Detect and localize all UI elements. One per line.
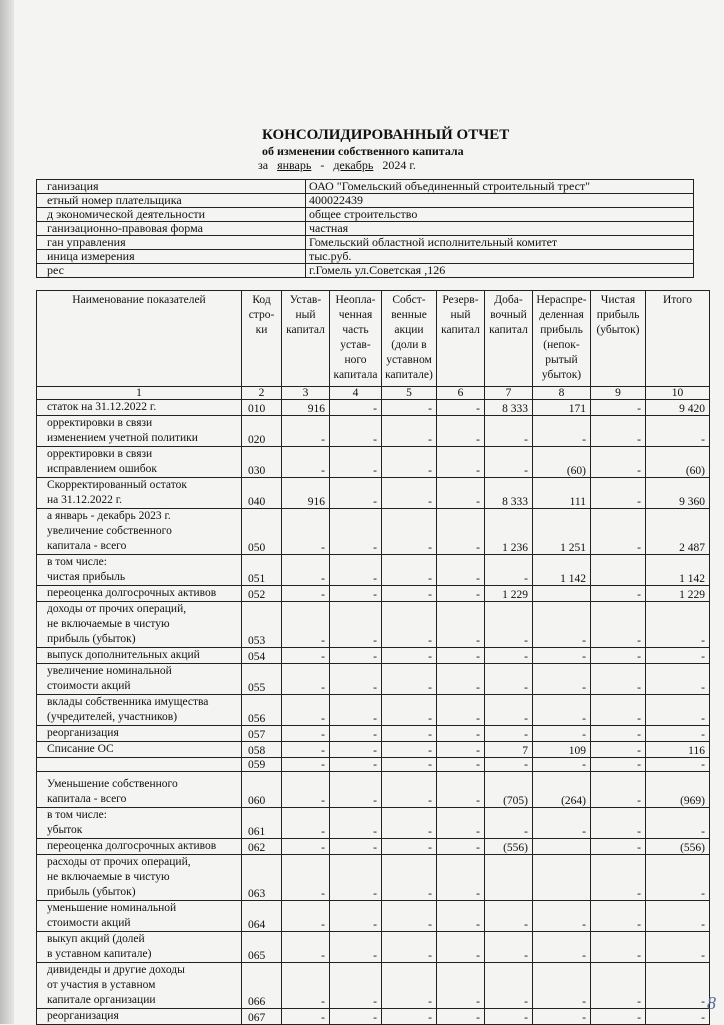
cell-c6: - xyxy=(437,602,485,648)
cell-c7: (705) xyxy=(485,772,533,808)
cell-c8: - xyxy=(533,602,591,648)
cell-c9: - xyxy=(591,602,646,648)
column-header-row xyxy=(37,291,710,387)
cell-c9: - xyxy=(591,772,646,808)
cell-c3: - xyxy=(282,1009,330,1025)
cell-c6: - xyxy=(437,901,485,932)
cell-c10: - xyxy=(646,416,710,447)
period-from: январь xyxy=(277,158,312,172)
table-row xyxy=(37,1009,710,1025)
cell-c7: 7 xyxy=(485,742,533,758)
cell-c3: - xyxy=(282,772,330,808)
column-header: Итого xyxy=(646,291,710,387)
cell-c3: - xyxy=(282,555,330,586)
cell-c8: (264) xyxy=(533,772,591,808)
cell-c10: 1 229 xyxy=(646,586,710,602)
cell-c9: - xyxy=(591,758,646,772)
row-code: 061 xyxy=(242,808,282,839)
table-row xyxy=(37,555,710,586)
table-row xyxy=(37,932,710,963)
row-code: 040 xyxy=(242,478,282,509)
info-value: Гомельский областной исполнительный комитет xyxy=(306,236,694,250)
cell-c9: - xyxy=(591,839,646,855)
column-header: Чистая прибыль (убыток) xyxy=(591,291,646,387)
info-row xyxy=(37,180,694,194)
column-number: 8 xyxy=(533,387,591,400)
table-row xyxy=(37,839,710,855)
info-label: етный номер плательщика xyxy=(37,194,306,208)
cell-c6: - xyxy=(437,808,485,839)
cell-c4: - xyxy=(330,726,382,742)
info-value: общее строительство xyxy=(306,208,694,222)
cell-c4: - xyxy=(330,963,382,1009)
cell-c9: - xyxy=(591,416,646,447)
cell-c9: - xyxy=(591,400,646,416)
cell-c3: - xyxy=(282,509,330,555)
info-row xyxy=(37,222,694,236)
row-code: 062 xyxy=(242,839,282,855)
period-prefix: за xyxy=(258,158,269,172)
row-code: 057 xyxy=(242,726,282,742)
table-row xyxy=(37,478,710,509)
cell-c8 xyxy=(533,839,591,855)
cell-c5: - xyxy=(382,932,437,963)
table-row xyxy=(37,901,710,932)
row-label: вклады собственника имущества (учредителей, участников) xyxy=(37,695,242,726)
cell-c9: - xyxy=(591,447,646,478)
cell-c10: - xyxy=(646,664,710,695)
cell-c4: - xyxy=(330,742,382,758)
cell-c10: - xyxy=(646,602,710,648)
cell-c4: - xyxy=(330,509,382,555)
cell-c6: - xyxy=(437,509,485,555)
cell-c9: - xyxy=(591,742,646,758)
cell-c8: 1 142 xyxy=(533,555,591,586)
info-label: д экономической деятельности xyxy=(37,208,306,222)
cell-c4: - xyxy=(330,400,382,416)
cell-c10: - xyxy=(646,1009,710,1025)
cell-c10: - xyxy=(646,808,710,839)
cell-c10: 116 xyxy=(646,742,710,758)
cell-c5: - xyxy=(382,602,437,648)
table-row xyxy=(37,758,710,772)
cell-c6: - xyxy=(437,1009,485,1025)
column-header: Нераспре- деленная прибыль (непок- рытый убыток) xyxy=(533,291,591,387)
cell-c10: - xyxy=(646,963,710,1009)
cell-c8: - xyxy=(533,664,591,695)
row-code: 060 xyxy=(242,772,282,808)
cell-c4: - xyxy=(330,808,382,839)
cell-c5: - xyxy=(382,416,437,447)
cell-c8: - xyxy=(533,695,591,726)
cell-c6: - xyxy=(437,664,485,695)
cell-c3: - xyxy=(282,758,330,772)
report-subtitle: об изменении собственного капитала xyxy=(262,144,464,158)
cell-c3: - xyxy=(282,695,330,726)
cell-c5: - xyxy=(382,808,437,839)
table-row xyxy=(37,808,710,839)
cell-c7: - xyxy=(485,963,533,1009)
row-code: 058 xyxy=(242,742,282,758)
cell-c8: - xyxy=(533,1009,591,1025)
period-dash: - xyxy=(320,158,325,172)
row-label: Уменьшение собственного капитала - всего xyxy=(37,772,242,808)
cell-c5: - xyxy=(382,772,437,808)
cell-c9: - xyxy=(591,963,646,1009)
cell-c6: - xyxy=(437,855,485,901)
cell-c3: 916 xyxy=(282,400,330,416)
row-code: 067 xyxy=(242,1009,282,1025)
cell-c10: 1 142 xyxy=(646,555,710,586)
cell-c5: - xyxy=(382,855,437,901)
cell-c10: 9 420 xyxy=(646,400,710,416)
cell-c3: - xyxy=(282,447,330,478)
column-number: 3 xyxy=(282,387,330,400)
cell-c8: (60) xyxy=(533,447,591,478)
cell-c6: - xyxy=(437,555,485,586)
cell-c8: - xyxy=(533,808,591,839)
column-number: 5 xyxy=(382,387,437,400)
cell-c7: - xyxy=(485,758,533,772)
column-number-row xyxy=(37,387,710,400)
cell-c8: - xyxy=(533,416,591,447)
row-code: 066 xyxy=(242,963,282,1009)
cell-c8 xyxy=(533,855,591,901)
table-row xyxy=(37,742,710,758)
page-number-mark: 8 xyxy=(707,993,716,1013)
cell-c6: - xyxy=(437,447,485,478)
row-code: 054 xyxy=(242,648,282,664)
cell-c8: - xyxy=(533,963,591,1009)
cell-c3: - xyxy=(282,416,330,447)
row-code: 052 xyxy=(242,586,282,602)
cell-c3: 916 xyxy=(282,478,330,509)
cell-c7: 1 229 xyxy=(485,586,533,602)
cell-c6: - xyxy=(437,586,485,602)
info-row xyxy=(37,194,694,208)
row-label: орректировки в связи исправлением ошибок xyxy=(37,447,242,478)
info-value: г.Гомель ул.Советская ,126 xyxy=(306,264,694,278)
cell-c3: - xyxy=(282,742,330,758)
cell-c3: - xyxy=(282,602,330,648)
cell-c3: - xyxy=(282,808,330,839)
cell-c6: - xyxy=(437,478,485,509)
info-value: частная xyxy=(306,222,694,236)
row-label: выкуп акций (долей в уставном капитале) xyxy=(37,932,242,963)
row-label: орректировки в связи изменением учетной политики xyxy=(37,416,242,447)
cell-c7: - xyxy=(485,664,533,695)
cell-c4: - xyxy=(330,478,382,509)
cell-c7: - xyxy=(485,695,533,726)
cell-c3: - xyxy=(282,855,330,901)
cell-c3: - xyxy=(282,664,330,695)
row-label: доходы от прочих операций, не включаемые в чистую прибыль (убыток) xyxy=(37,602,242,648)
cell-c5: - xyxy=(382,400,437,416)
column-number: 4 xyxy=(330,387,382,400)
column-header: Собст- венные акции (доли в уставном капитале) xyxy=(382,291,437,387)
table-row xyxy=(37,509,710,555)
column-header: Неопла- ченная часть устав- ного капитала xyxy=(330,291,382,387)
cell-c10: - xyxy=(646,648,710,664)
cell-c10: - xyxy=(646,758,710,772)
table-row xyxy=(37,963,710,1009)
cell-c9: - xyxy=(591,855,646,901)
cell-c4: - xyxy=(330,664,382,695)
cell-c7: 8 333 xyxy=(485,400,533,416)
row-label: дивиденды и другие доходы от участия в уставном капитале организации xyxy=(37,963,242,1009)
row-label: реорганизация xyxy=(37,1009,242,1025)
row-code: 051 xyxy=(242,555,282,586)
row-code: 030 xyxy=(242,447,282,478)
row-code: 055 xyxy=(242,664,282,695)
cell-c6: - xyxy=(437,742,485,758)
row-code: 064 xyxy=(242,901,282,932)
cell-c6: - xyxy=(437,963,485,1009)
row-code: 050 xyxy=(242,509,282,555)
table-row xyxy=(37,772,710,808)
info-label: рес xyxy=(37,264,306,278)
period-year: 2024 г. xyxy=(382,158,416,172)
cell-c4: - xyxy=(330,602,382,648)
table-row xyxy=(37,726,710,742)
row-label: Скорректированный остаток на 31.12.2022 г. xyxy=(37,478,242,509)
cell-c6: - xyxy=(437,839,485,855)
cell-c5: - xyxy=(382,586,437,602)
cell-c5: - xyxy=(382,478,437,509)
period-to: декабрь xyxy=(333,158,374,172)
column-number: 10 xyxy=(646,387,710,400)
cell-c4: - xyxy=(330,416,382,447)
column-header: Код стро- ки xyxy=(242,291,282,387)
row-label: а январь - декабрь 2023 г. увеличение собственного капитала - всего xyxy=(37,509,242,555)
cell-c8: 171 xyxy=(533,400,591,416)
cell-c4: - xyxy=(330,555,382,586)
cell-c9: - xyxy=(591,901,646,932)
cell-c7: - xyxy=(485,447,533,478)
info-value: 400022439 xyxy=(306,194,694,208)
cell-c9: - xyxy=(591,726,646,742)
cell-c4: - xyxy=(330,586,382,602)
column-header: Устав- ный капитал xyxy=(282,291,330,387)
cell-c9: - xyxy=(591,586,646,602)
row-code: 020 xyxy=(242,416,282,447)
report-period xyxy=(258,158,416,173)
cell-c8 xyxy=(533,586,591,602)
cell-c4: - xyxy=(330,1009,382,1025)
cell-c4: - xyxy=(330,901,382,932)
cell-c8: - xyxy=(533,901,591,932)
cell-c7: - xyxy=(485,416,533,447)
cell-c7: - xyxy=(485,808,533,839)
cell-c9: - xyxy=(591,648,646,664)
table-row xyxy=(37,400,710,416)
info-label: ган управления xyxy=(37,236,306,250)
table-row xyxy=(37,695,710,726)
cell-c9: - xyxy=(591,932,646,963)
cell-c7: - xyxy=(485,726,533,742)
row-label: Списание ОС xyxy=(37,742,242,758)
cell-c7: 8 333 xyxy=(485,478,533,509)
row-code: 053 xyxy=(242,602,282,648)
table-row xyxy=(37,648,710,664)
cell-c5: - xyxy=(382,839,437,855)
cell-c9: - xyxy=(591,808,646,839)
cell-c10: 9 360 xyxy=(646,478,710,509)
cell-c10: (556) xyxy=(646,839,710,855)
cell-c6: - xyxy=(437,648,485,664)
info-label: иница измерения xyxy=(37,250,306,264)
table-row xyxy=(37,586,710,602)
cell-c10: - xyxy=(646,726,710,742)
column-number: 1 xyxy=(37,387,242,400)
cell-c6: - xyxy=(437,932,485,963)
table-row xyxy=(37,602,710,648)
cell-c5: - xyxy=(382,742,437,758)
organization-info-table xyxy=(36,179,694,278)
cell-c4: - xyxy=(330,648,382,664)
row-label: выпуск дополнительных акций xyxy=(37,648,242,664)
cell-c7: - xyxy=(485,901,533,932)
cell-c3: - xyxy=(282,932,330,963)
cell-c7: - xyxy=(485,602,533,648)
cell-c5: - xyxy=(382,901,437,932)
cell-c7: - xyxy=(485,932,533,963)
row-label xyxy=(37,758,242,772)
row-label: расходы от прочих операций, не включаемые в чистую прибыль (убыток) xyxy=(37,855,242,901)
row-code: 010 xyxy=(242,400,282,416)
cell-c5: - xyxy=(382,963,437,1009)
info-row xyxy=(37,208,694,222)
cell-c5: - xyxy=(382,758,437,772)
cell-c9: - xyxy=(591,664,646,695)
row-label: уменьшение номинальной стоимости акций xyxy=(37,901,242,932)
cell-c4: - xyxy=(330,772,382,808)
cell-c3: - xyxy=(282,586,330,602)
cell-c8: 111 xyxy=(533,478,591,509)
cell-c9: - xyxy=(591,509,646,555)
column-number: 9 xyxy=(591,387,646,400)
column-header: Доба- вочный капитал xyxy=(485,291,533,387)
table-row xyxy=(37,416,710,447)
info-label: ганизационно-правовая форма xyxy=(37,222,306,236)
cell-c10: - xyxy=(646,901,710,932)
equity-changes-table xyxy=(36,290,710,1025)
cell-c4: - xyxy=(330,932,382,963)
cell-c4: - xyxy=(330,758,382,772)
cell-c10: - xyxy=(646,695,710,726)
row-code: 065 xyxy=(242,932,282,963)
cell-c10: - xyxy=(646,932,710,963)
cell-c4: - xyxy=(330,855,382,901)
row-label: в том числе: убыток xyxy=(37,808,242,839)
cell-c7 xyxy=(485,855,533,901)
cell-c8: 109 xyxy=(533,742,591,758)
cell-c8: - xyxy=(533,758,591,772)
table-row xyxy=(37,447,710,478)
cell-c8: 1 251 xyxy=(533,509,591,555)
cell-c6: - xyxy=(437,772,485,808)
cell-c9 xyxy=(591,555,646,586)
cell-c6: - xyxy=(437,726,485,742)
cell-c5: - xyxy=(382,726,437,742)
table-row xyxy=(37,855,710,901)
row-code: 063 xyxy=(242,855,282,901)
info-value: ОАО "Гомельский объединенный строительный трест" xyxy=(306,180,694,194)
cell-c9: - xyxy=(591,478,646,509)
cell-c5: - xyxy=(382,1009,437,1025)
cell-c3: - xyxy=(282,726,330,742)
cell-c10: (969) xyxy=(646,772,710,808)
info-label: ганизация xyxy=(37,180,306,194)
cell-c5: - xyxy=(382,509,437,555)
cell-c6: - xyxy=(437,416,485,447)
row-code: 056 xyxy=(242,695,282,726)
cell-c3: - xyxy=(282,901,330,932)
cell-c5: - xyxy=(382,447,437,478)
row-label: переоценка долгосрочных активов xyxy=(37,586,242,602)
cell-c3: - xyxy=(282,839,330,855)
cell-c3: - xyxy=(282,648,330,664)
column-number: 2 xyxy=(242,387,282,400)
cell-c4: - xyxy=(330,447,382,478)
cell-c10: - xyxy=(646,855,710,901)
cell-c4: - xyxy=(330,839,382,855)
page-edge-shadow xyxy=(0,0,14,1024)
cell-c8: - xyxy=(533,932,591,963)
row-label: статок на 31.12.2022 г. xyxy=(37,400,242,416)
cell-c8: - xyxy=(533,648,591,664)
column-number: 7 xyxy=(485,387,533,400)
column-number: 6 xyxy=(437,387,485,400)
cell-c7: - xyxy=(485,555,533,586)
info-row xyxy=(37,250,694,264)
column-header: Резерв- ный капитал xyxy=(437,291,485,387)
cell-c5: - xyxy=(382,664,437,695)
cell-c7: - xyxy=(485,648,533,664)
cell-c6: - xyxy=(437,695,485,726)
cell-c10: (60) xyxy=(646,447,710,478)
info-row xyxy=(37,236,694,250)
info-value: тыс.руб. xyxy=(306,250,694,264)
cell-c6: - xyxy=(437,758,485,772)
cell-c5: - xyxy=(382,648,437,664)
cell-c3: - xyxy=(282,963,330,1009)
cell-c9: - xyxy=(591,695,646,726)
row-label: реорганизация xyxy=(37,726,242,742)
report-title: КОНСОЛИДИРОВАННЫЙ ОТЧЕТ xyxy=(262,127,510,143)
row-label: увеличение номинальной стоимости акций xyxy=(37,664,242,695)
cell-c9: - xyxy=(591,1009,646,1025)
cell-c8: - xyxy=(533,726,591,742)
cell-c4: - xyxy=(330,695,382,726)
cell-c7: (556) xyxy=(485,839,533,855)
cell-c10: 2 487 xyxy=(646,509,710,555)
cell-c7: 1 236 xyxy=(485,509,533,555)
cell-c7: - xyxy=(485,1009,533,1025)
cell-c5: - xyxy=(382,555,437,586)
info-row xyxy=(37,264,694,278)
row-label: в том числе: чистая прибыль xyxy=(37,555,242,586)
column-header: Наименование показателей xyxy=(37,291,242,387)
row-code: 059 xyxy=(242,758,282,772)
row-label: переоценка долгосрочных активов xyxy=(37,839,242,855)
cell-c6: - xyxy=(437,400,485,416)
cell-c5: - xyxy=(382,695,437,726)
table-row xyxy=(37,664,710,695)
